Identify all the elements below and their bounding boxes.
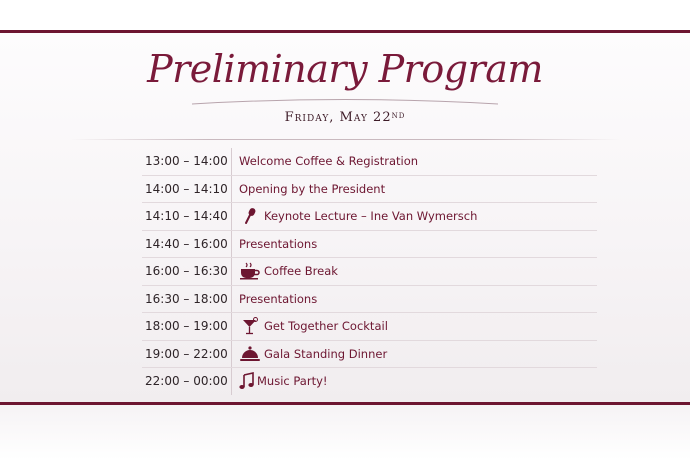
event-title <box>232 261 338 281</box>
header-divider <box>70 139 620 140</box>
time-slot: 18:00 – 19:00 <box>142 313 232 340</box>
event-title-text: Gala Standing Dinner <box>264 346 388 361</box>
event-title <box>232 292 317 306</box>
program-row <box>142 231 597 259</box>
microphone-icon <box>239 206 261 226</box>
event-title-text: Welcome Coffee & Registration <box>239 154 419 169</box>
time-slot: 14:10 – 14:40 <box>142 203 232 230</box>
event-date-text: Friday, May 22 <box>284 110 392 125</box>
event-title-text: Opening by the President <box>239 181 386 196</box>
event-date <box>0 110 690 125</box>
cocktail-glass-icon <box>239 316 261 336</box>
program-row <box>142 203 597 231</box>
event-title <box>232 154 418 168</box>
program-row <box>142 286 597 314</box>
program-row <box>142 341 597 369</box>
coffee-cup-icon <box>239 261 261 281</box>
bottom-background <box>0 405 690 460</box>
event-title <box>232 206 477 226</box>
program-list <box>142 148 597 395</box>
time-slot: 14:40 – 16:00 <box>142 231 232 258</box>
event-title-text: Coffee Break <box>264 264 338 279</box>
event-title-text: Keynote Lecture – Ine Van Wymersch <box>264 209 478 224</box>
time-slot: 16:00 – 16:30 <box>142 258 232 285</box>
event-date-suffix: nd <box>391 110 406 121</box>
time-slot: 13:00 – 14:00 <box>142 148 232 175</box>
title-underline-swoosh <box>190 97 500 107</box>
time-slot: 14:00 – 14:10 <box>142 176 232 203</box>
program-row <box>142 258 597 286</box>
program-row <box>142 313 597 341</box>
music-note-icon <box>239 371 255 391</box>
time-slot: 16:30 – 18:00 <box>142 286 232 313</box>
program-card <box>0 30 690 405</box>
event-title <box>232 237 317 251</box>
event-title <box>232 316 388 336</box>
program-row <box>142 368 597 395</box>
time-slot: 22:00 – 00:00 <box>142 368 232 395</box>
event-title-text: Get Together Cocktail <box>264 319 388 334</box>
page-title: Preliminary Program <box>147 47 543 91</box>
event-title-text: Presentations <box>239 236 318 251</box>
program-row <box>142 176 597 204</box>
event-title-text: Music Party! <box>257 374 328 389</box>
time-slot: 19:00 – 22:00 <box>142 341 232 368</box>
event-title <box>232 344 387 364</box>
cloche-icon <box>239 344 261 364</box>
event-title-text: Presentations <box>239 291 318 306</box>
event-title <box>232 371 328 391</box>
program-row <box>142 148 597 176</box>
event-title <box>232 182 385 196</box>
